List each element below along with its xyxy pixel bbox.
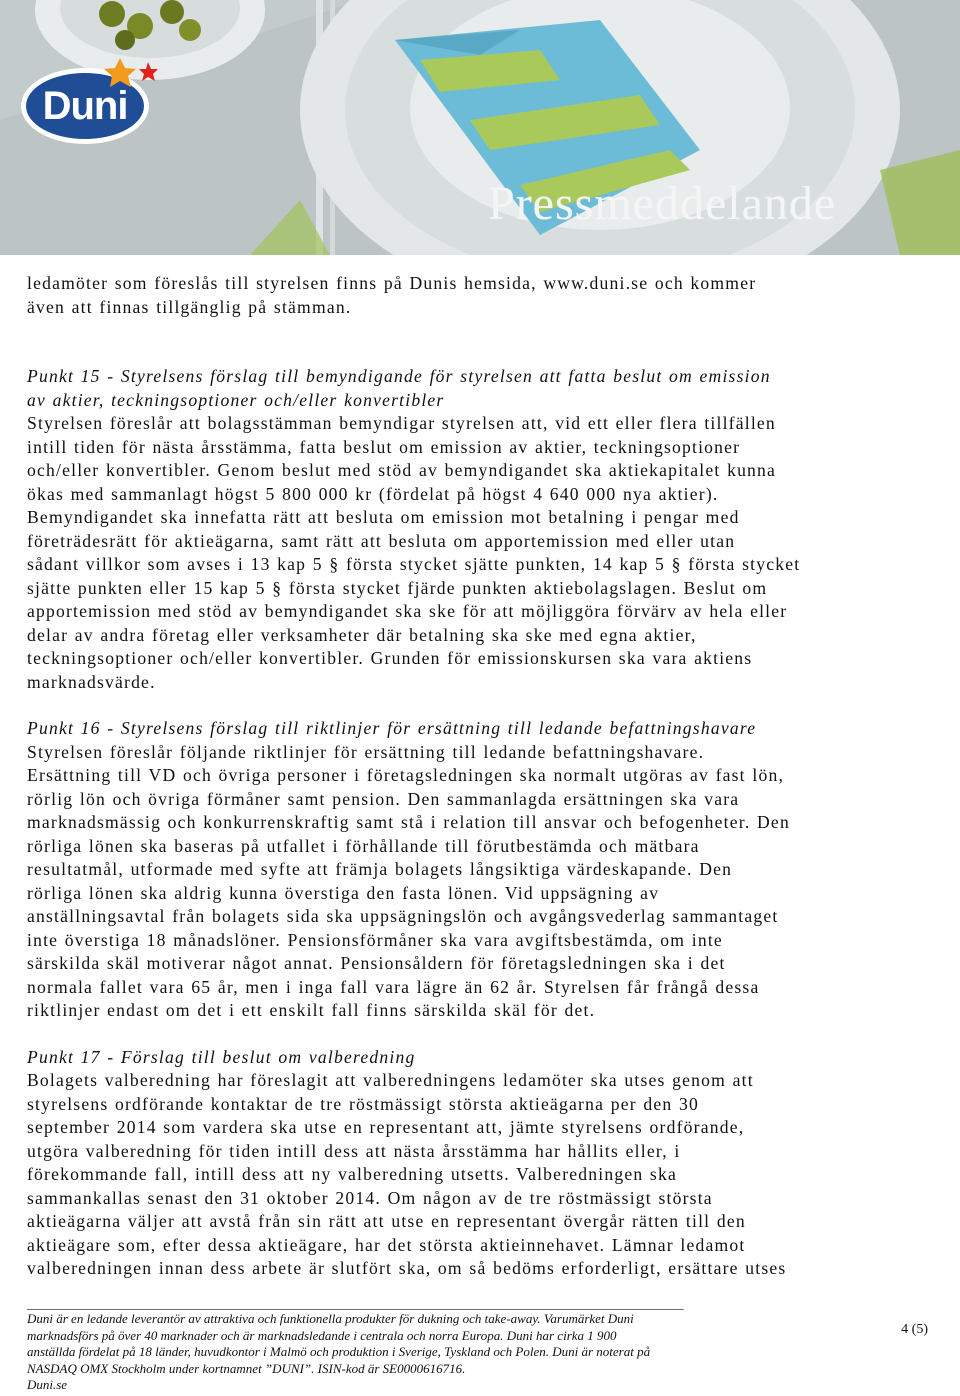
text-line: aktieägare som, efter dessa aktieägare, har det största aktieinnehavet. Lämnar ledamot xyxy=(27,1234,746,1255)
text-line: normala fallet vara 65 år, men i inga fall vara lägre än 62 år. Styrelsen får frångå dessa xyxy=(27,976,760,997)
logo-text: Duni xyxy=(42,84,128,128)
footer-line: anställda fördelat på 18 länder, huvudkontor i Malmö och produktion i Sverige, Tyskland och Polen. Duni är noterat på xyxy=(27,1344,651,1359)
text-line: teckningsoptioner och/eller konvertibler. Grunden för emissionskursen ska vara aktiens xyxy=(27,648,753,668)
text-line: Ersättning till VD och övriga personer i företagsledningen ska normalt utgöras av fast lön, xyxy=(27,765,785,785)
text-line: anställningsavtal från bolagets sida ska uppsägningslön och avgångsvederlag sammantaget xyxy=(27,906,779,926)
text-line: ledamöter som föreslås till styrelsen finns på Dunis hemsida, www.duni.se och kommer xyxy=(27,273,757,293)
text-line: sådant villkor som avses i 13 kap 5 § första stycket sjätte punkten, 14 kap 5 § första stycket xyxy=(27,554,801,574)
text-line: rörliga lönen ska aldrig kunna överstiga den fasta lönen. Vid uppsägning av xyxy=(27,882,660,903)
text-line: ökas med sammanlagt högst 5 800 000 kr (fördelat på högst 4 640 000 nya aktier). xyxy=(27,483,719,504)
document-body xyxy=(27,272,937,1281)
footer-link[interactable]: Duni.se xyxy=(27,1377,68,1392)
footer-line: Duni är en ledande leverantör av attraktiva och funktionella produkter för dukning och take-away. Varumärket Duni xyxy=(27,1311,634,1326)
text-line: och/eller konvertibler. Genom beslut med stöd av bemyndigandet ska aktiekapitalet kunna xyxy=(27,460,777,480)
text-line: marknadsvärde. xyxy=(27,671,156,692)
text-line: Bemyndigandet ska innefatta rätt att besluta om emission mot betalning i pengar med xyxy=(27,507,740,527)
text-line: Bolagets valberedning har föreslagit att valberedningens ledamöter ska utses genom att xyxy=(27,1070,754,1090)
text-line: inte överstiga 18 månadslöner. Pensionsförmåner ska vara avgiftsbestämda, om inte xyxy=(27,929,723,950)
text-line: aktieägarna väljer att avstå från sin rätt att utse en representant övergår rätten till den xyxy=(27,1211,746,1231)
footer-line: NASDAQ OMX Stockholm under kortnamnet ”DUNI”. ISIN-kod är SE0000616716. xyxy=(27,1360,466,1376)
text-line: styrelsens ordförande kontaktar de tre röstmässigt största aktieägarna per den 30 xyxy=(27,1093,699,1114)
text-line: marknadsmässig och konkurrenskraftig samt stå i relation till ansvar och befogenheter. Den xyxy=(27,812,790,832)
section-heading-15: av aktier, teckningsoptioner och/eller konvertibler xyxy=(27,389,445,410)
text-line: riktlinjer endast om det i ett enskilt fall finns särskilda skäl för det. xyxy=(27,1000,596,1020)
footer-line: marknadsförs på över 40 marknader och är marknadsledande i centrala och norra Europa. Duni har cirka 1 900 xyxy=(27,1327,617,1343)
text-line: sjätte punkten eller 15 kap 5 § första stycket fjärde punkten aktiebolagslagen. Beslut om xyxy=(27,577,768,598)
text-line: resultatmål, utformade med syfte att främja bolagets långsiktiga värdeskapande. Den xyxy=(27,859,733,879)
text-line: särskilda skäl motiverar något annat. Pensionsåldern för företagsledningen ska i det xyxy=(27,953,726,973)
text-line: valberedningen innan dess arbete är slutfört ska, om så bedöms erforderligt, ersättare utses xyxy=(27,1258,787,1278)
text-line: utgöra valberedning för tiden intill dess att nästa årsstämma har hållits eller, i xyxy=(27,1140,681,1161)
text-line: intill tiden för nästa årsstämma, fatta beslut om emission av aktier, teckningsoptioner xyxy=(27,436,741,457)
page-title: Pressmeddelande xyxy=(488,177,837,230)
text-line: företrädesrätt för aktieägarna, samt rätt att besluta om apportemission med eller utan xyxy=(27,530,736,551)
text-line: apportemission med stöd av bemyndigandet ska ske för att möjliggöra förvärv av hela eller xyxy=(27,601,788,621)
header-banner xyxy=(0,0,960,255)
text-line: september 2014 som vardera ska utse en representant att, jämte styrelsens ordförande, xyxy=(27,1117,745,1137)
section-heading-15: Punkt 15 - Styrelsens förslag till bemyndigande för styrelsen att fatta beslut om emission xyxy=(27,366,771,386)
text-line: delar av andra företag eller verksamheter där betalning ska ske med egna aktier, xyxy=(27,624,697,645)
text-line: rörlig lön och övriga förmåner samt pension. Den sammanlagda ersättningen ska vara xyxy=(27,788,740,809)
text-line: sammankallas senast den 31 oktober 2014. Om någon av de tre röstmässigt största xyxy=(27,1187,713,1208)
text-line: Styrelsen föreslår följande riktlinjer för ersättning till ledande befattningshavare. xyxy=(27,741,705,762)
text-line: förekommande fall, intill dess att ny valberedning utsetts. Valberedningen ska xyxy=(27,1164,677,1184)
section-heading-16: Punkt 16 - Styrelsens förslag till riktlinjer för ersättning till ledande befattningshavare xyxy=(27,718,757,738)
footer-rule: _____________________________________________________________________________________________________ xyxy=(27,1297,684,1311)
text-line: även att finnas tillgänglig på stämman. xyxy=(27,296,352,317)
page-number: 4 (5) xyxy=(901,1322,928,1337)
duni-logo xyxy=(20,58,165,158)
text-line: rörliga lönen ska baseras på utfallet i förhållande till förutbestämda och mätbara xyxy=(27,835,700,856)
footer xyxy=(27,1297,937,1394)
footer-text xyxy=(27,1311,847,1394)
section-heading-17: Punkt 17 - Förslag till beslut om valberedning xyxy=(27,1046,416,1067)
text-line: Styrelsen föreslår att bolagsstämman bemyndigar styrelsen att, vid ett eller flera tillfällen xyxy=(27,413,776,433)
